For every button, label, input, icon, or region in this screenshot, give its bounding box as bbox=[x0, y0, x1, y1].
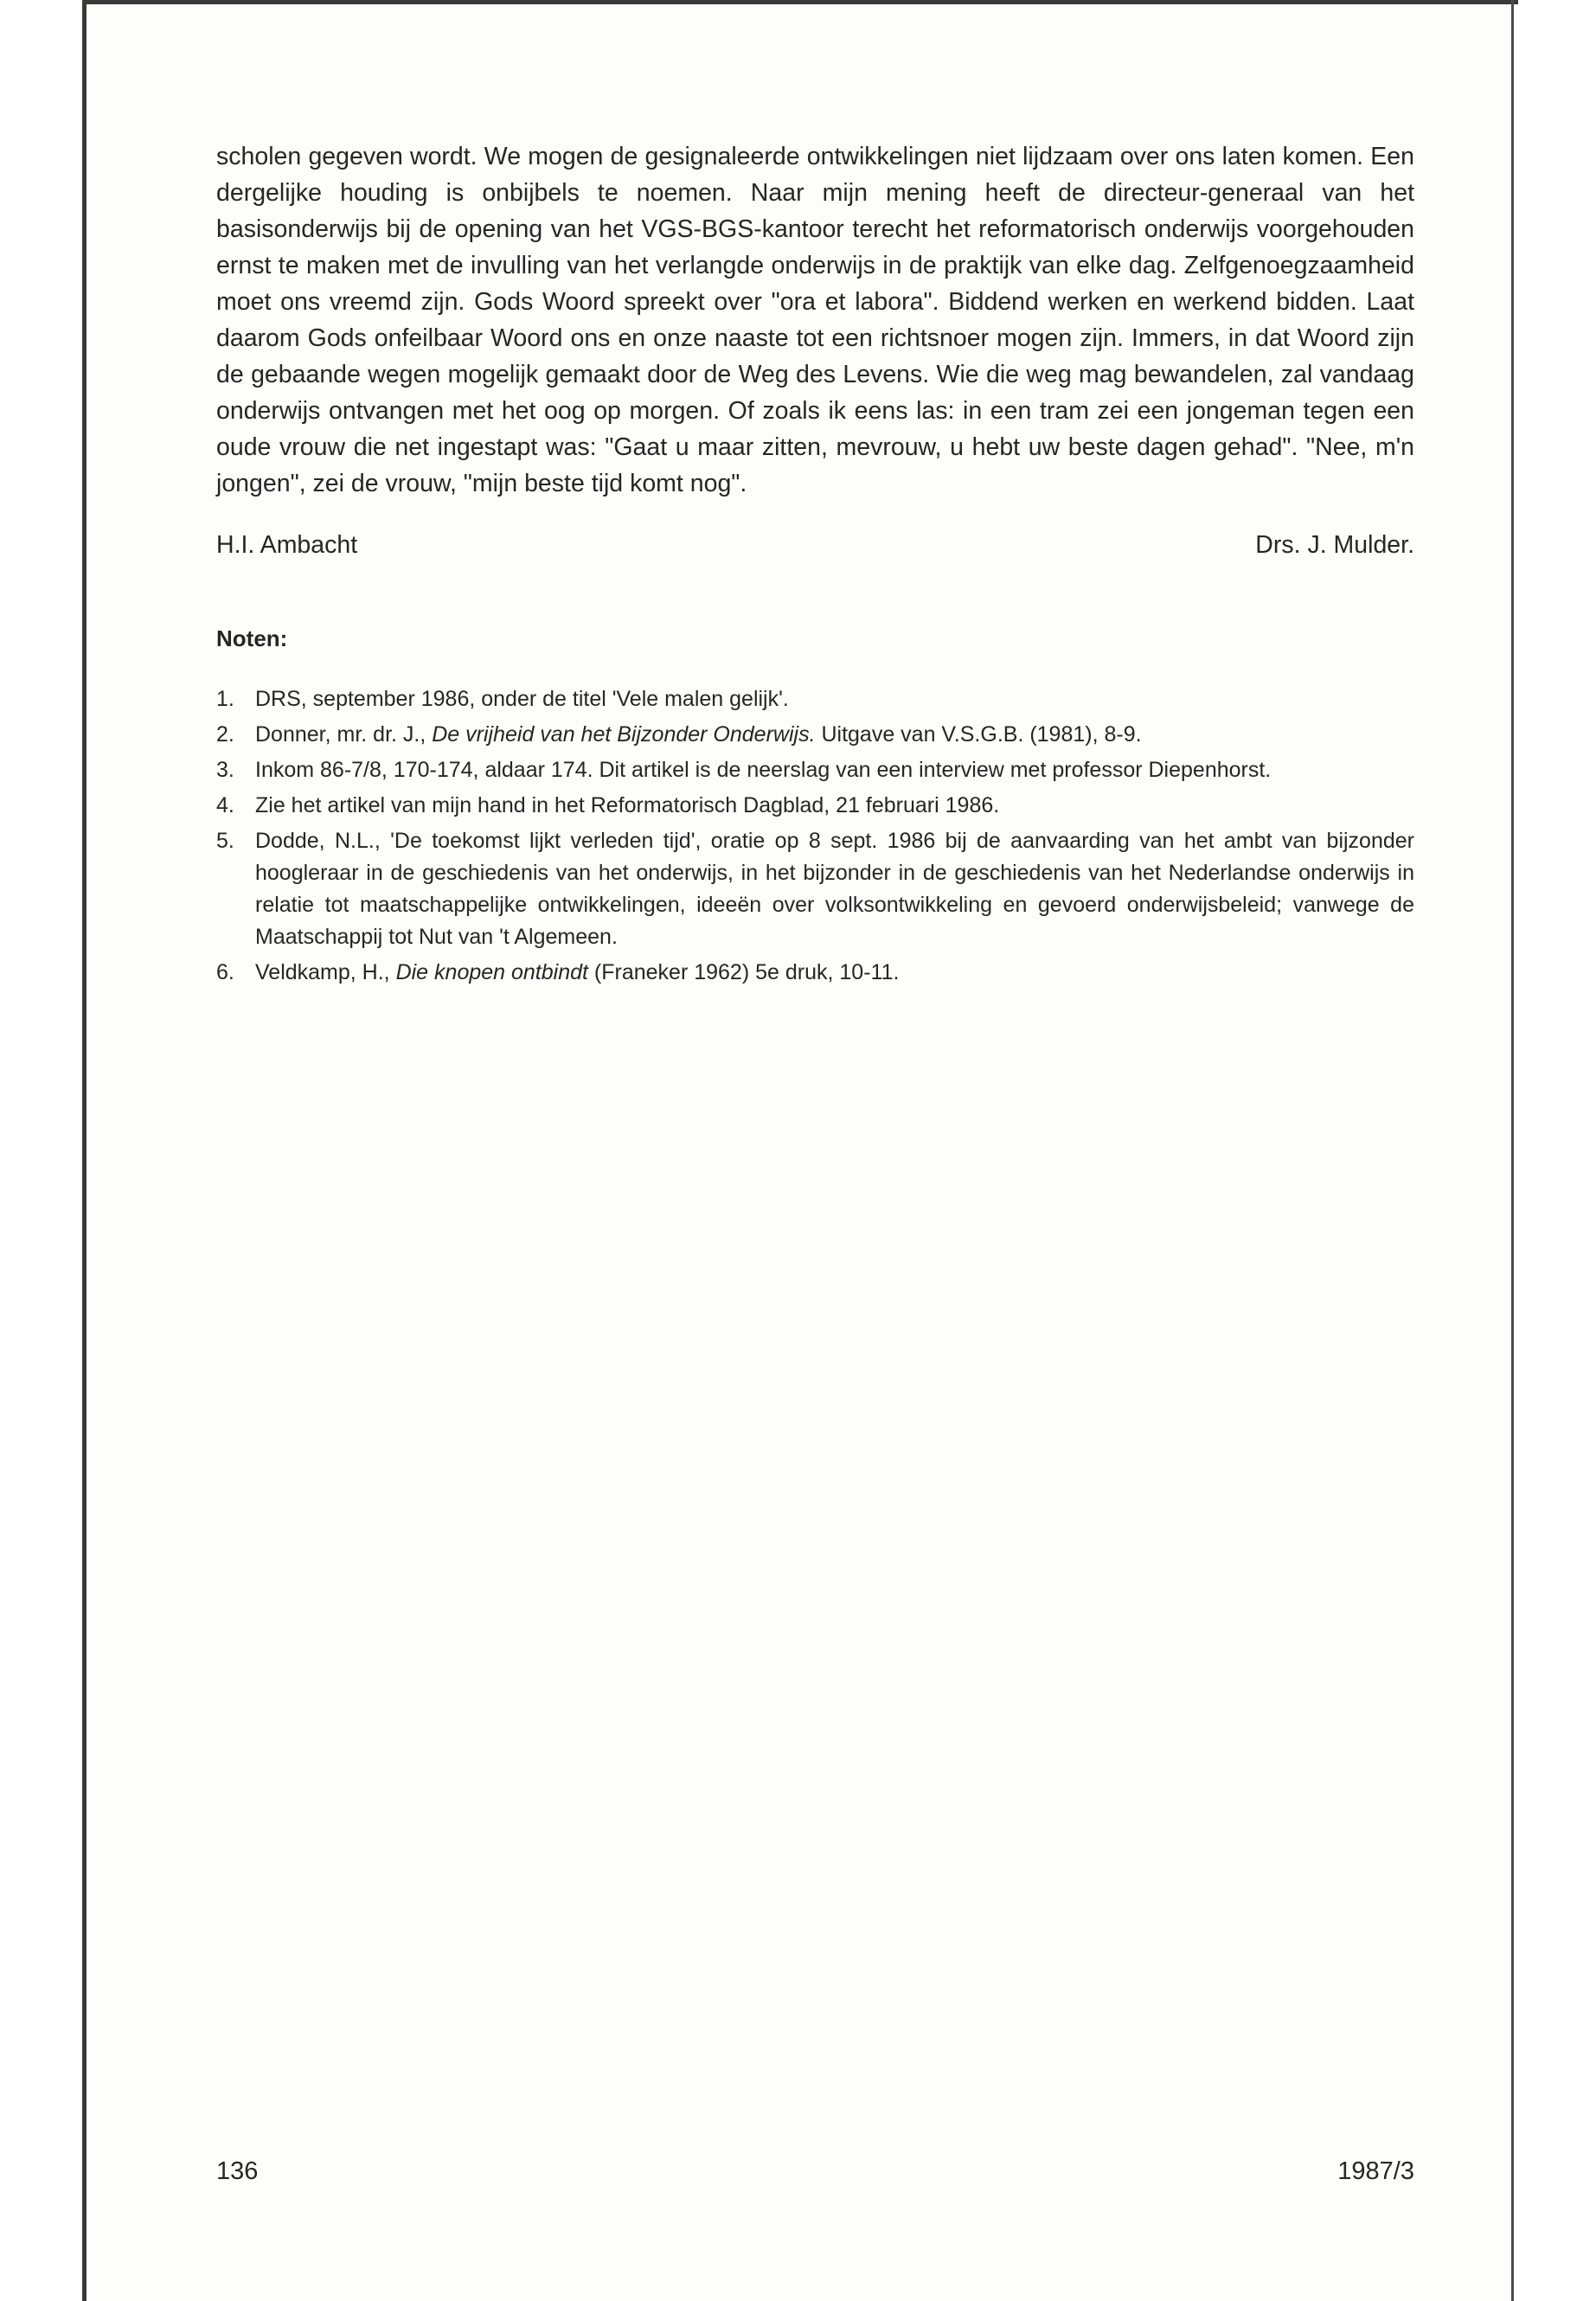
page-content bbox=[216, 138, 1414, 1003]
note-text: Veldkamp, H., bbox=[255, 960, 396, 984]
note-text: Donner, mr. dr. J., bbox=[255, 722, 433, 747]
note-number: 4. bbox=[216, 793, 234, 817]
page-number: 136 bbox=[216, 2157, 259, 2185]
note-text: DRS, september 1986, onder de titel 'Vele malen gelijk'. bbox=[255, 687, 789, 711]
note-text: Inkom 86-7/8, 170-174, aldaar 174. Dit artikel is de neerslag van een interview met professor Diepenhorst. bbox=[255, 758, 1272, 782]
note-text: Dodde, N.L., 'De toekomst lijkt verleden tijd', oratie op 8 sept. 1986 bij de aanvaarding van het ambt van bijzonder hoogleraar in de geschiedenis van het onderwijs, in het bijzonder in de geschiedenis van het Nederlandse onderwijs in relatie tot maatschappelijke ontwikkelingen, ideeën over volksontwikkeling en gevoerd onderwijsbeleid; vanwege de Maatschappij tot Nut van 't Algemeen. bbox=[255, 829, 1414, 949]
note-number: 1. bbox=[216, 687, 234, 711]
signature-author: Drs. J. Mulder. bbox=[1255, 531, 1414, 559]
note-title: Die knopen ontbindt bbox=[395, 960, 588, 984]
note-number: 2. bbox=[216, 722, 234, 747]
note-item bbox=[216, 754, 1414, 786]
notes-heading: Noten: bbox=[216, 625, 288, 651]
note-text-after: Uitgave van V.S.G.B. (1981), 8-9. bbox=[815, 722, 1142, 747]
signature-row bbox=[216, 528, 1414, 562]
note-text-after: (Franeker 1962) 5e druk, 10-11. bbox=[587, 960, 900, 984]
body-paragraph: scholen gegeven wordt. We mogen de gesignaleerde ontwikkelingen niet lijdzaam over ons laten komen. Een dergelijke houding is onbijbels te noemen. Naar mijn mening heeft de directeur-generaal van het basisonderwijs bij de opening van het VGS-BGS-kantoor terecht het reformatorisch onderwijs voorgehouden ernst te maken met de invulling van het verlangde onderwijs in de praktijk van elke dag. Zelfgenoegzaamheid moet ons vreemd zijn. Gods Woord spreekt over "ora et labora". Biddend werken en werkend bidden. Laat daarom Gods onfeilbaar Woord ons en onze naaste tot een richtsnoer mogen zijn. Immers, in dat Woord zijn de gebaande wegen mogelijk gemaakt door de Weg des Levens. Wie die weg mag bewandelen, zal vandaag onderwijs ontvangen met het oog op morgen. Of zoals ik eens las: in een tram zei een jongeman tegen een oude vrouw die net ingestapt was: "Gaat u maar zitten, mevrouw, u hebt uw beste dagen gehad". "Nee, m'n jongen", zei de vrouw, "mijn beste tijd komt nog". bbox=[216, 143, 1414, 497]
note-item bbox=[216, 719, 1414, 751]
note-number: 6. bbox=[216, 960, 234, 984]
note-item bbox=[216, 957, 1414, 989]
issue-number: 1987/3 bbox=[1337, 2157, 1414, 2185]
signature-place: H.I. Ambacht bbox=[216, 531, 358, 559]
page-footer bbox=[216, 2154, 1414, 2189]
scan-edge-right bbox=[1511, 0, 1514, 2301]
note-item bbox=[216, 683, 1414, 715]
note-title: De vrijheid van het Bijzonder Onderwijs. bbox=[432, 722, 816, 747]
notes-list bbox=[216, 683, 1414, 989]
note-text: Zie het artikel van mijn hand in het Reformatorisch Dagblad, 21 februari 1986. bbox=[255, 793, 1000, 817]
note-item bbox=[216, 825, 1414, 953]
note-item bbox=[216, 790, 1414, 822]
note-number: 5. bbox=[216, 829, 234, 853]
note-number: 3. bbox=[216, 758, 234, 782]
